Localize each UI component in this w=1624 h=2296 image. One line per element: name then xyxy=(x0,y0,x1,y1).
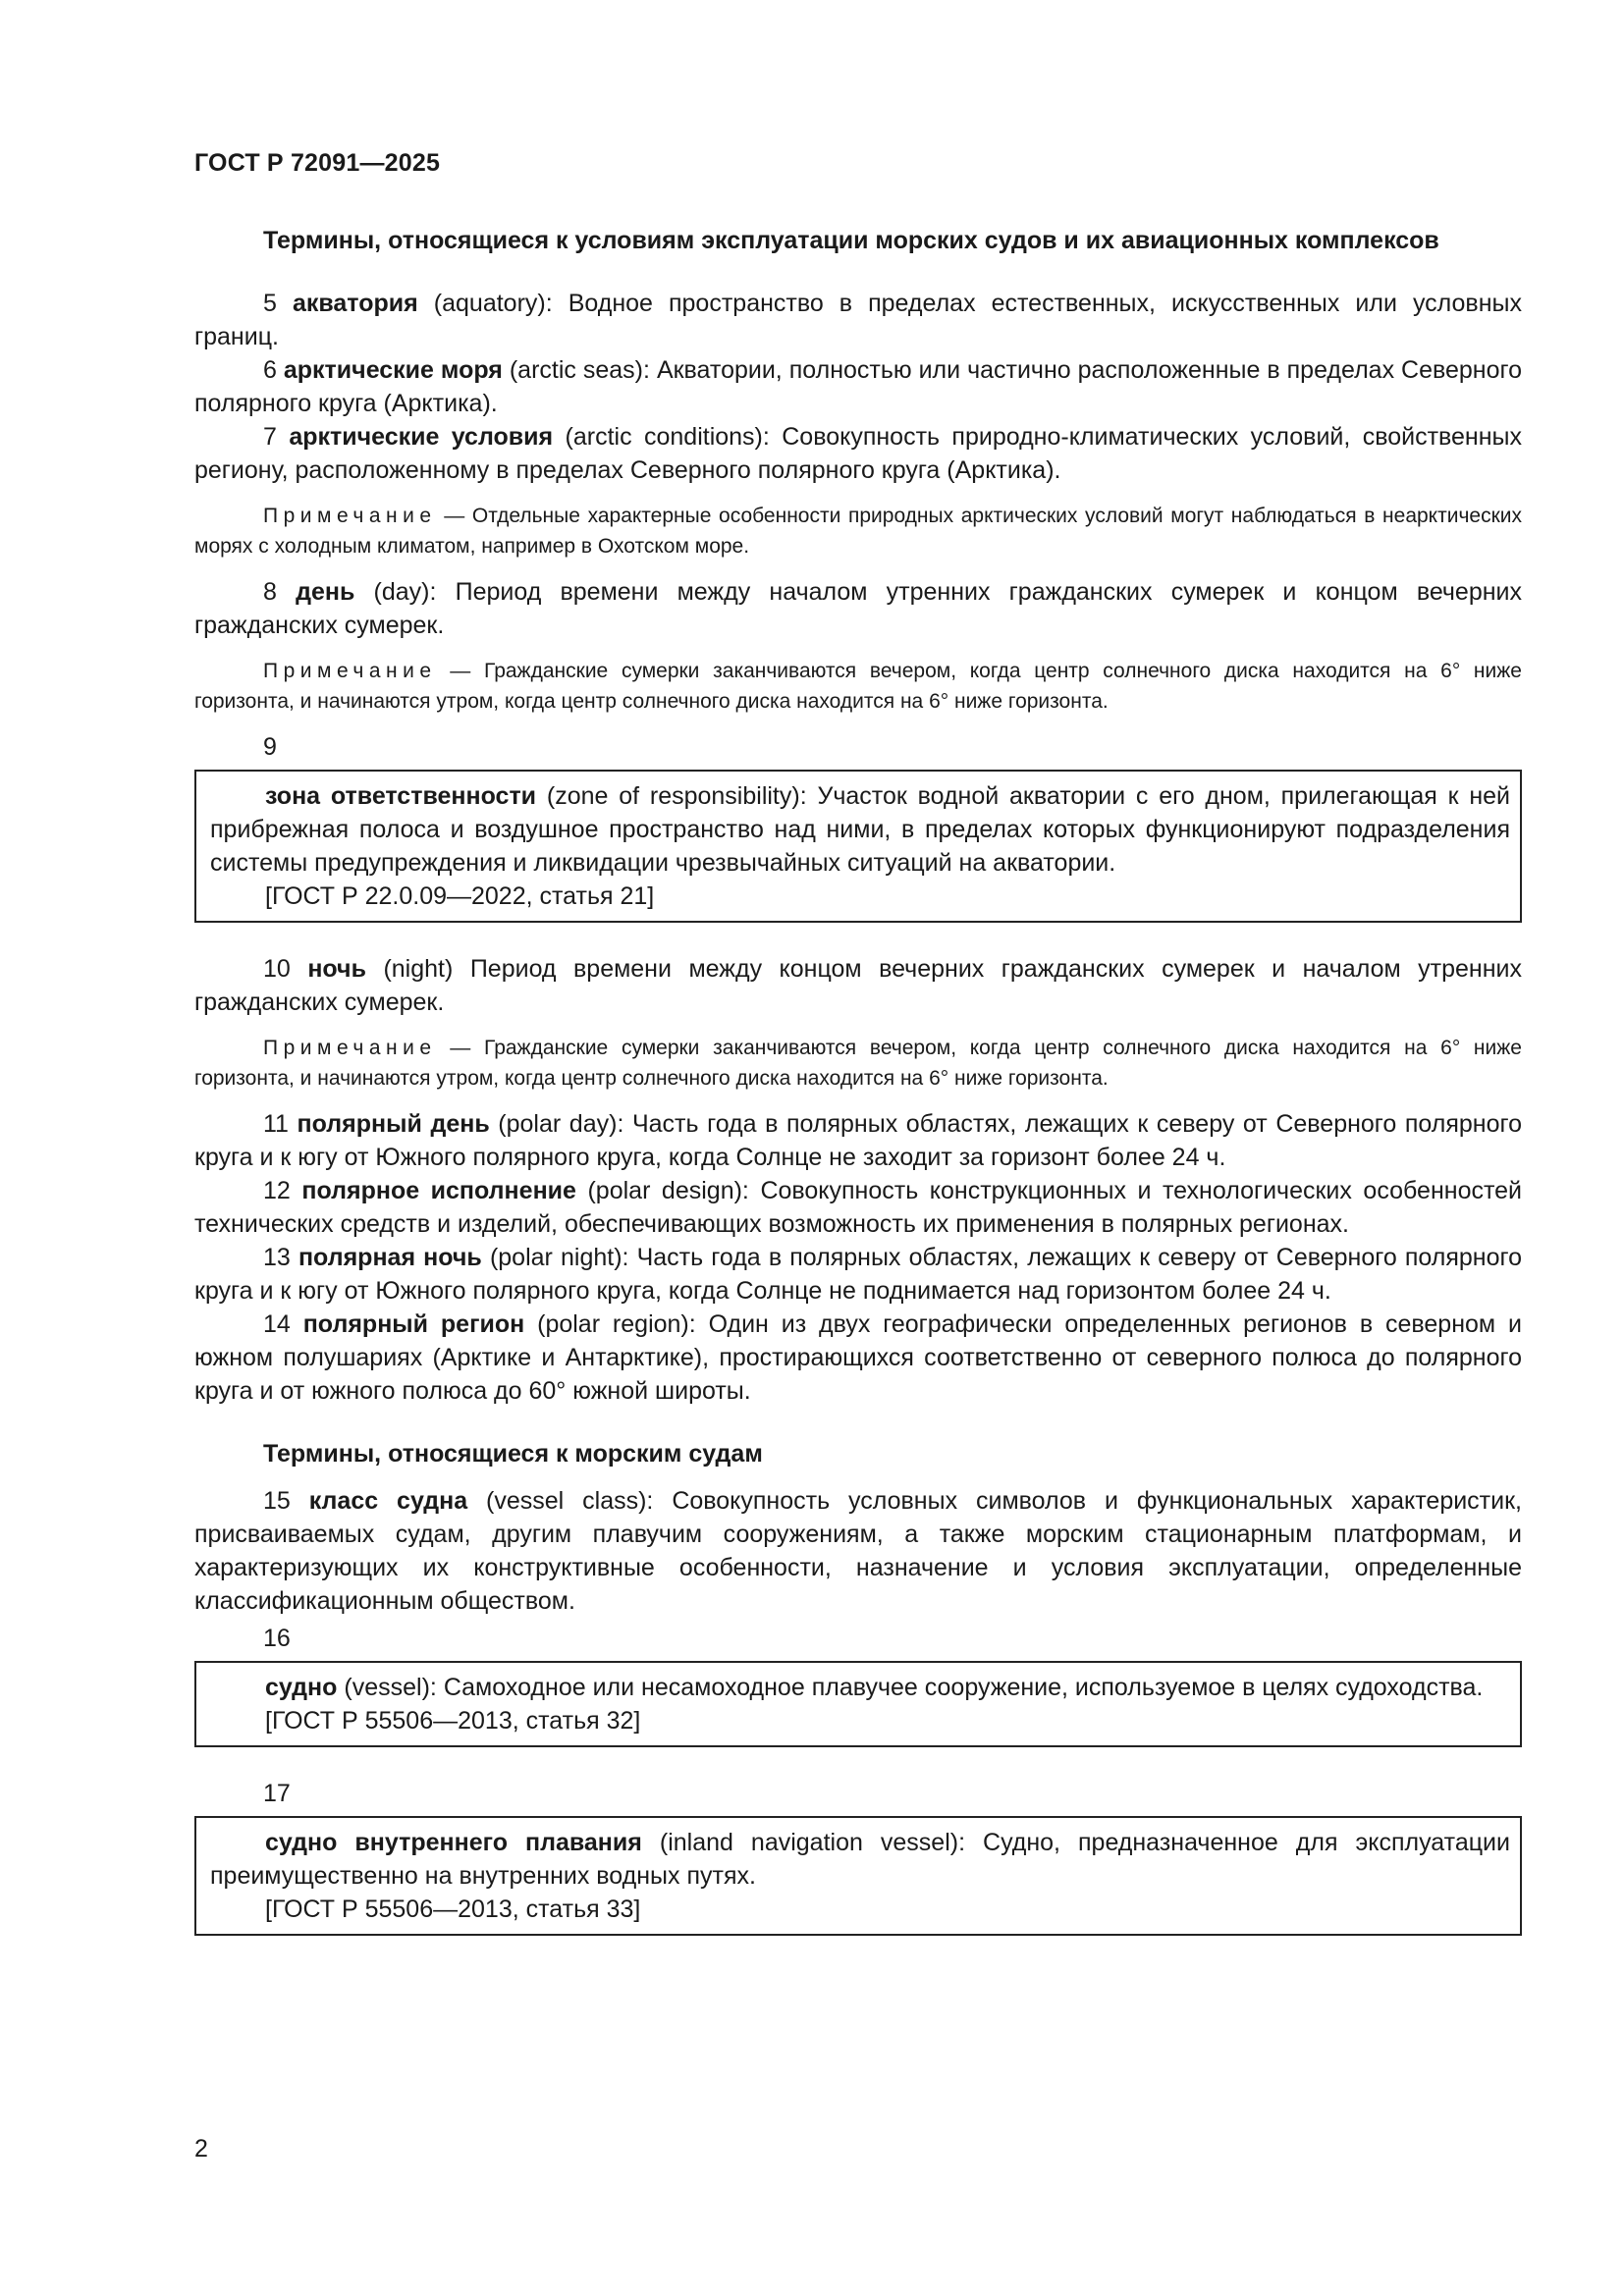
term-number: 11 xyxy=(263,1110,289,1138)
term-entry-13 xyxy=(194,1241,1522,1308)
term-name: день xyxy=(296,578,355,606)
term-name: арктические моря xyxy=(283,356,503,384)
term-entry-9 xyxy=(210,779,1510,880)
term-note-10 xyxy=(194,1033,1522,1094)
section-title-marine-vessels: Термины, относящиеся к морским судам xyxy=(263,1440,763,1468)
term-definition: Один из двух географически определенных регионов в северном и южном полушариях (Арктике и Антарктике), простирающихся соответственно от северного полюса до полярного круга и от южного полюса до 60° южной широты. xyxy=(194,1310,1522,1405)
term-note-7 xyxy=(194,501,1522,561)
term-definition: Участок водной акватории с его дном, прилегающая к ней прибрежная полоса и воздушное пространство над ними, в пределах которых функционируют подразделения системы предупреждения и ликвидации чрезвычайных ситуаций на акватории. xyxy=(210,782,1510,877)
term-english: (vessel): xyxy=(344,1674,437,1701)
term-definition: Часть года в полярных областях, лежащих к северу от Северного полярного круга и к югу от Южного полярного круга, когда Солнце не заходит за горизонт более 24 ч. xyxy=(194,1110,1522,1171)
note-text: — Гражданские сумерки заканчиваются вечером, когда центр солнечного диска находится на 6° ниже горизонта, и начинаются утром, когда центр солнечного диска находится на 6° ниже горизонта. xyxy=(194,1037,1522,1090)
term-note-8 xyxy=(194,656,1522,717)
term-entry-6 xyxy=(194,353,1522,420)
document-body xyxy=(194,224,1522,1965)
term-definition: Акватории, полностью или частично расположенные в пределах Северного полярного круга (Арктика). xyxy=(194,356,1522,417)
term-definition: Часть года в полярных областях, лежащих к северу от Северного полярного круга и к югу от Южного полярного круга, когда Солнце не поднимается над горизонтом более 24 ч. xyxy=(194,1244,1522,1305)
term-name: судно xyxy=(265,1674,338,1701)
term-box-9 xyxy=(194,770,1522,923)
term-box-16 xyxy=(194,1661,1522,1747)
term-entry-7 xyxy=(194,420,1522,487)
term-number: 5 xyxy=(263,290,277,317)
term-entry-10 xyxy=(194,952,1522,1019)
term-number: 15 xyxy=(263,1487,291,1515)
section-title-operating-conditions: Термины, относящиеся к условиям эксплуатации морских судов и их авиационных комплексов xyxy=(263,227,1439,254)
term-definition: Водное пространство в пределах естественных, искусственных или условных границ. xyxy=(194,290,1522,350)
term-box-17 xyxy=(194,1816,1522,1936)
term-english: (arctic conditions): xyxy=(565,423,770,451)
term-definition: Самоходное или несамоходное плавучее сооружение, используемое в целях судоходства. xyxy=(443,1674,1484,1701)
term-number: 12 xyxy=(263,1177,291,1204)
term-definition: Период времени между началом утренних гражданских сумерек и концом вечерних гражданских сумерек. xyxy=(194,578,1522,639)
note-label: Примечание xyxy=(263,505,437,527)
note-label: Примечание xyxy=(263,660,437,682)
term-english: (aquatory): xyxy=(433,290,553,317)
term-english: (night) xyxy=(383,955,454,983)
term-english: (polar region): xyxy=(537,1310,696,1338)
term-number: 13 xyxy=(263,1244,291,1271)
term-english: (polar day): xyxy=(498,1110,624,1138)
term-english: (inland navigation vessel): xyxy=(659,1829,966,1856)
term-name: полярное исполнение xyxy=(301,1177,576,1204)
term-entry-12 xyxy=(194,1174,1522,1241)
term-english: (polar design): xyxy=(587,1177,749,1204)
term-definition: Совокупность конструкционных и технологических особенностей технических средств и изделий, обеспечивающих возможность их применения в полярных регионах. xyxy=(194,1177,1523,1238)
term-definition: Совокупность природно-климатических условий, свойственных региону, расположенному в пределах Северного полярного круга (Арктика). xyxy=(194,423,1523,484)
term-entry-16 xyxy=(210,1671,1510,1704)
term-number: 10 xyxy=(263,955,291,983)
term-entry-14 xyxy=(194,1308,1522,1408)
document-code-header: ГОСТ Р 72091—2025 xyxy=(194,149,441,177)
term-source-reference: [ГОСТ Р 22.0.09—2022, статья 21] xyxy=(265,882,655,910)
term-name: полярный день xyxy=(297,1110,490,1138)
term-number-9: 9 xyxy=(263,733,277,761)
term-name: арктические условия xyxy=(289,423,554,451)
term-name: полярный регион xyxy=(302,1310,525,1338)
term-number: 6 xyxy=(263,356,277,384)
note-label: Примечание xyxy=(263,1037,437,1059)
term-english: (day): xyxy=(373,578,437,606)
term-english: (polar night): xyxy=(489,1244,629,1271)
term-name: полярная ночь xyxy=(298,1244,482,1271)
term-number: 8 xyxy=(263,578,277,606)
term-entry-11 xyxy=(194,1107,1522,1174)
term-name: ночь xyxy=(307,955,366,983)
term-source-reference: [ГОСТ Р 55506—2013, статья 33] xyxy=(265,1896,641,1923)
term-number-16: 16 xyxy=(263,1625,291,1652)
term-definition: Совокупность условных символов и функциональных характеристик, присваиваемых судам, другим плавучим сооружениям, а также морским стационарным платформам, и характеризующих их конструктивные особенности, назначение и условия эксплуатации, определенные классификационным обществом. xyxy=(194,1487,1522,1615)
term-source-reference: [ГОСТ Р 55506—2013, статья 32] xyxy=(265,1707,641,1735)
term-name: класс судна xyxy=(308,1487,468,1515)
term-entry-15 xyxy=(194,1484,1522,1618)
term-english: (vessel class): xyxy=(486,1487,654,1515)
term-english: (zone of responsibility): xyxy=(546,782,807,810)
term-english: (arctic seas): xyxy=(509,356,650,384)
term-definition: Период времени между концом вечерних гражданских сумерек и началом утренних гражданских сумерек. xyxy=(194,955,1522,1016)
note-text: — Отдельные характерные особенности природных арктических условий могут наблюдаться в неарктических морях с холодным климатом, например в Охотском море. xyxy=(194,505,1522,558)
term-entry-17 xyxy=(210,1826,1510,1893)
term-name: зона ответственности xyxy=(265,782,537,810)
term-entry-5 xyxy=(194,287,1522,353)
note-text: — Гражданские сумерки заканчиваются вечером, когда центр солнечного диска находится на 6° ниже горизонта, и начинаются утром, когда центр солнечного диска находится на 6° ниже горизонта. xyxy=(194,660,1522,713)
term-number: 7 xyxy=(263,423,277,451)
term-name: судно внутреннего плавания xyxy=(265,1829,642,1856)
term-number-17: 17 xyxy=(263,1780,291,1807)
term-name: акватория xyxy=(292,290,418,317)
term-definition: Судно, предназначенное для эксплуатации преимущественно на внутренних водных путях. xyxy=(210,1829,1510,1890)
term-entry-8 xyxy=(194,575,1522,642)
term-number: 14 xyxy=(263,1310,291,1338)
page-number: 2 xyxy=(194,2135,208,2163)
